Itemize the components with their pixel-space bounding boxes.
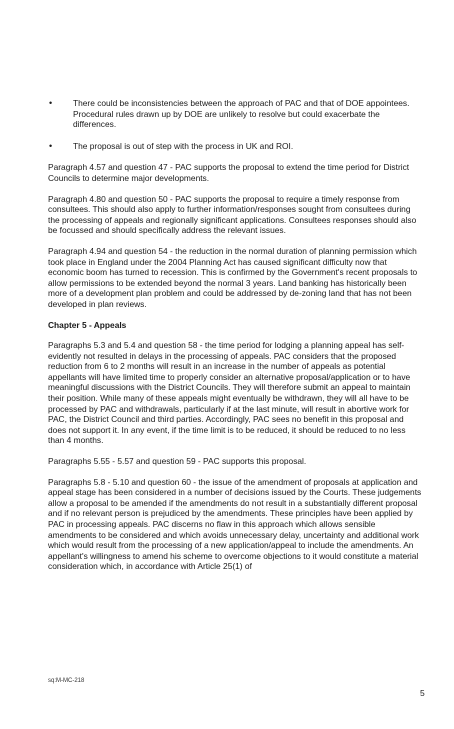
paragraph-5-55: Paragraphs 5.55 - 5.57 and question 59 - PAC supports this proposal. <box>48 456 307 467</box>
document-body <box>48 98 424 582</box>
bullet-marker-icon: • <box>49 98 53 108</box>
chapter-heading: Chapter 5 - Appeals <box>48 319 127 330</box>
paragraph-4-94: Paragraph 4.94 and question 54 - the reduction in the normal duration of planning permission which took place in England under the 2004 Planning Act has caused significant difficulty now that economic boom has turned to recession. This is confirmed by the Government's recent proposals to allow permissions to be extended beyond the normal 3 years. Land banking has historically been more of a development plan problem and could be addressed by de-zoning land that has not been developed in plan reviews. <box>48 245 418 309</box>
footer-reference: sq:M-MC-218 <box>48 678 85 684</box>
bullet-item <box>48 98 424 130</box>
page-number: 5 <box>420 688 425 698</box>
bullet-marker-icon: • <box>49 140 53 151</box>
bullet-text: There could be inconsistencies between the approach of PAC and that of DOE appointees. Procedural rules drawn up by DOE are unlikely to resolve but could exacerbate the differences. <box>73 98 410 130</box>
paragraph-4-57: Paragraph 4.57 and question 47 - PAC supports the proposal to extend the time period for District Councils to determine major developments. <box>48 162 410 183</box>
paragraph-5-8: Paragraphs 5.8 - 5.10 and question 60 - the issue of the amendment of proposals at application and appeal stage has been considered in a number of decisions issued by the Courts. These judgements allow a proposal to be amended if the amendments do not result in a substantially different proposal and if no relevant person is prejudiced by the amendments. These principles have been applied by PAC in processing appeals. PAC discerns no flaw in this approach which allows sensible amendments to be considered and which avoids unnecessary delay, uncertainty and additional work which would result from the processing of a new application/appeal to include the amendments. An appellant's willingness to amend his scheme to overcome objections to it would constitute a material consideration which, in accordance with Article 25(1) of <box>48 476 422 572</box>
paragraph-4-80: Paragraph 4.80 and question 50 - PAC supports the proposal to require a timely response from consultees. This should also apply to further information/responses sought from consultees during the processing of appeals and regionally significant applications. Consultees responses should also be focussed and should specifically address the relevant issues. <box>48 193 417 236</box>
bullet-item <box>48 141 424 152</box>
paragraph-5-3: Paragraphs 5.3 and 5.4 and question 58 - the time period for lodging a planning appeal has self-evidently not resulted in delays in the processing of appeals. PAC considers that the proposed reduction from 6 to 2 months will result in an increase in the number of appeals as potential appellants will have limited time to properly consider an alternative proposal/application or to have meaningful discussions with the District Councils. They will therefore submit an appeal to maintain their position. While many of these appeals might eventually be withdrawn, they will all have to be processed by PAC and withdrawals, particularly if at the last minute, will result in abortive work for PAC, the District Council and third parties. Accordingly, PAC sees no benefit in this proposal and does not support it. In any event, if the time limit is to be reduced, it should be reduced to no less than 4 months. <box>48 340 411 446</box>
bullet-list <box>48 98 424 151</box>
bullet-text: The proposal is out of step with the process in UK and ROI. <box>73 140 294 151</box>
